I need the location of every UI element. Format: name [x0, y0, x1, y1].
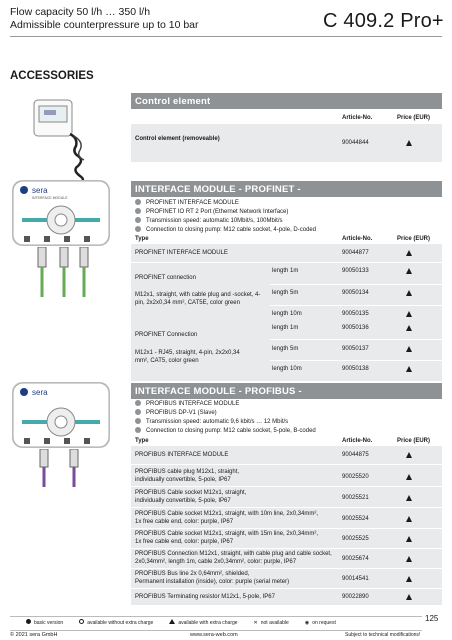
profibus-connectors-image — [28, 449, 98, 487]
legend-free: available without extra charge — [79, 619, 153, 626]
g2-art: 90050137 — [342, 346, 369, 352]
profibus-row-art: 90025521 — [342, 495, 369, 501]
device-caption: INTERFACE MODULE — [32, 196, 68, 200]
footer-rule — [10, 630, 422, 631]
on-request-icon — [406, 556, 412, 562]
profibus-row-art: 90025674 — [342, 556, 369, 562]
on-request-icon — [406, 250, 412, 256]
on-request-icon — [406, 594, 412, 600]
legend — [26, 619, 336, 626]
col-type: Type — [135, 438, 149, 444]
profibus-bullet: Connection to closing pump: M12 cable socket, 5-pole, B-coded — [135, 427, 316, 436]
g2-art: 90050136 — [342, 325, 369, 331]
legend-rule — [10, 616, 422, 617]
profibus-module-label: PROFIBUS INTERFACE MODULE — [135, 452, 229, 458]
on-request-icon — [406, 495, 412, 501]
legend-na: ✕ not available — [253, 619, 289, 626]
col-article: Article-No. — [342, 115, 373, 121]
legend-basic: basic version — [26, 619, 63, 626]
col-price: Price (EUR) — [397, 236, 431, 242]
profinet-bullet: PROFINET INTERFACE MODULE — [135, 199, 239, 208]
on-request-icon — [406, 346, 412, 352]
on-request-icon — [406, 325, 412, 331]
profibus-row-art: 90022890 — [342, 594, 369, 600]
cross-icon: ✕ — [253, 619, 258, 626]
brand-logo: sera — [32, 186, 48, 195]
on-request-icon — [406, 311, 412, 317]
g2-desc-title: PROFINET Connection — [135, 332, 198, 338]
profinet-bullet: Connection to closing pump: M12 cable socket, 4-pole, D-coded — [135, 226, 316, 235]
g2-len: length 10m — [272, 366, 302, 372]
profibus-bullet: Transmission speed: automatic 9,6 kbit/s … 12 Mbit/s — [135, 418, 288, 427]
profibus-band: INTERFACE MODULE - PROFIBUS - — [131, 383, 442, 399]
g2-len: length 1m — [272, 325, 299, 331]
col-type: Type — [135, 236, 149, 242]
profibus-row-text: PROFIBUS cable plug M12x1, straight, individually convertible, 5-pole, IP67 — [135, 469, 240, 483]
g2-art: 90050138 — [342, 366, 369, 372]
col-article: Article-No. — [342, 438, 373, 444]
g1-art: 90050134 — [342, 290, 369, 296]
profibus-row-art: 90025525 — [342, 536, 369, 542]
g1-art: 90050135 — [342, 311, 369, 317]
copyright: © 2021 sera GmbH — [10, 632, 58, 638]
on-request-icon — [406, 366, 412, 372]
on-request-icon — [406, 290, 412, 296]
g2-desc: M12x1 - RJ45, straight, 4-pin, 2x2x0,34 mm², CAT5, color green — [135, 350, 240, 364]
col-price: Price (EUR) — [397, 438, 431, 444]
profinet-module-image — [12, 180, 110, 246]
section-title: ACCESSORIES — [10, 70, 94, 82]
control-band: Control element — [131, 93, 442, 109]
eye-icon: ◉ — [304, 619, 310, 626]
control-label: Control element (removeable) — [135, 136, 220, 142]
g1-len: length 5m — [272, 290, 299, 296]
profibus-row-art: 90014541 — [342, 576, 369, 582]
model-title: C 409.2 Pro+ — [323, 10, 444, 32]
control-art: 90044844 — [342, 140, 369, 146]
profibus-bullet: PROFIBUS INTERFACE MODULE — [135, 400, 239, 409]
filled-circle-icon — [26, 619, 31, 624]
g2-len: length 5m — [272, 346, 299, 352]
profinet-module-label: PROFINET INTERFACE MODULE — [135, 250, 228, 256]
profinet-module-art: 90044877 — [342, 250, 369, 256]
g1-desc: M12x1, straight, with cable plug and -socket, 4-pin, 2x2x0,34 mm², CAT5E, color green — [135, 292, 261, 306]
on-request-icon — [406, 516, 412, 522]
header-flow: Flow capacity 50 l/h … 350 l/h — [10, 6, 151, 18]
g1-len: length 10m — [272, 311, 302, 317]
g1-len: length 1m — [272, 268, 299, 274]
legend-extra: available with extra charge — [169, 619, 237, 626]
footer-note: Subject to technical modifications! — [345, 632, 421, 638]
profibus-row-text: PROFIBUS Bus line 2x 0,64mm², shielded, Permanent installation (inside), color: purple (serial meter) — [135, 571, 290, 585]
col-article: Article-No. — [342, 236, 373, 242]
profinet-bullet: PROFINET IO RT 2 Port (Ethernet Network Interface) — [135, 208, 288, 217]
control-element-image — [30, 96, 110, 186]
profibus-module-art: 90044875 — [342, 452, 369, 458]
header-rule — [10, 36, 442, 37]
profinet-bullet: Transmission speed: automatic 10Mbit/s, 100Mbit/s — [135, 217, 283, 226]
profinet-band: INTERFACE MODULE - PROFINET - — [131, 181, 442, 197]
on-request-icon — [406, 474, 412, 480]
col-price: Price (EUR) — [397, 115, 431, 121]
profibus-bullet: PROFIBUS DP-V1 (Slave) — [135, 409, 217, 418]
g1-desc-title: PROFINET connection — [135, 275, 196, 281]
profibus-row-text: PROFIBUS Terminating resistor M12x1, 5-pole, IP67 — [135, 594, 275, 600]
on-request-icon — [406, 268, 412, 274]
on-request-icon — [406, 536, 412, 542]
profibus-row-art: 90025520 — [342, 474, 369, 480]
g1-art: 90050133 — [342, 268, 369, 274]
website-link[interactable]: www.sera-web.com — [190, 632, 238, 638]
profibus-row-text: PROFIBUS Cable socket M12x1, straight, with 10m line, 2x0,34mm², 1x free cable end, color: purple, IP67 — [135, 511, 319, 525]
on-request-icon — [406, 140, 412, 146]
legend-request: ◉ on request — [304, 619, 336, 626]
filled-triangle-icon — [169, 619, 175, 624]
profibus-row-text: PROFIBUS Connection M12x1, straight, with cable plug and cable socket, 2x0,34mm², length 1m, cable 2x0,34mm², color: purple, IP67 — [135, 551, 332, 565]
profibus-row-text: PROFIBUS Cable socket M12x1, straight, individually convertible, 5-pole, IP67 — [135, 490, 247, 504]
page-number: 125 — [425, 614, 439, 623]
profibus-row-text: PROFIBUS Cable socket M12x1, straight, with 15m line, 2x0,34mm², 1x free cable end, color: purple, IP67 — [135, 531, 319, 545]
profibus-module-image — [12, 382, 110, 448]
profibus-row-art: 90025524 — [342, 516, 369, 522]
header-pressure: Admissible counterpressure up to 10 bar — [10, 19, 199, 31]
brand-logo: sera — [32, 388, 48, 397]
on-request-icon — [406, 452, 412, 458]
on-request-icon — [406, 576, 412, 582]
open-circle-icon — [79, 619, 84, 624]
profinet-connectors-image — [28, 247, 98, 297]
